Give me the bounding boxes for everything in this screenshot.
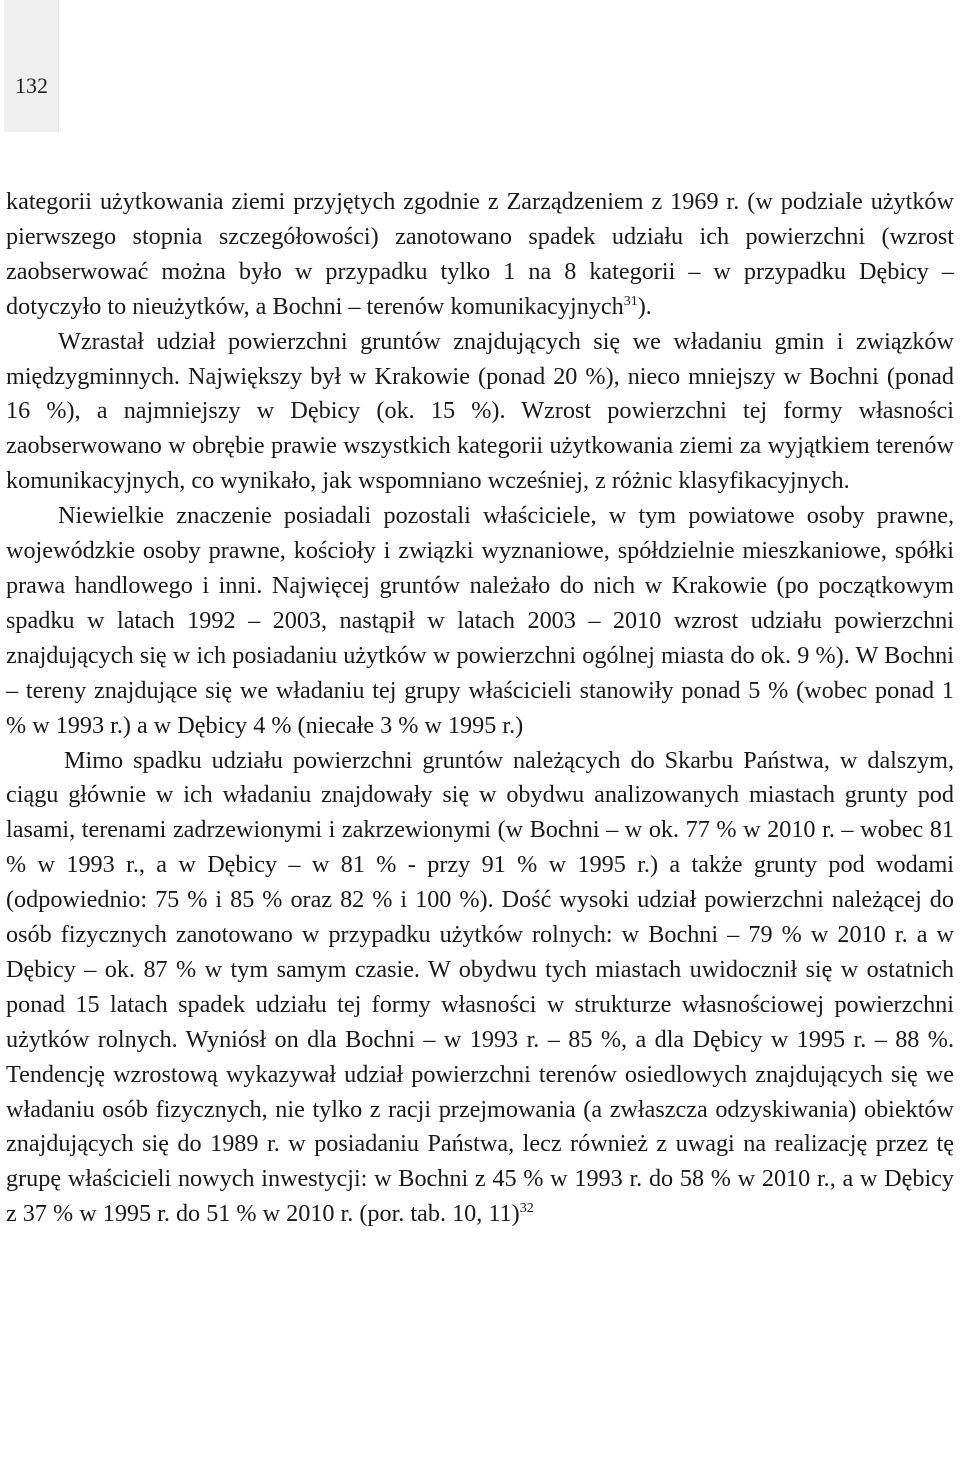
paragraph-2: Wzrastał udział powierzchni gruntów znajdujących się we władaniu gmin i związków międzygminnych. Największy był w Krakowie (ponad 20 %), nieco mniejszy w Bochni (ponad 16 %), a najmniejszy w Dębicy (ok. 15 %). Wzrost powierzchni tej formy własności zaobserwowano w obrębie prawie wszystkich kategorii użytkowania ziemi za wyjątkiem terenów komunikacyjnych, co wynikało, jak wspomniano wcześniej, z różnic klasyfikacyjnych. <box>6 327 954 495</box>
paragraph-4-text: Mimo spadku udziału powierzchni gruntów należących do Skarbu Państwa, w dalszym, ciągu głównie w ich władaniu znajdowały się w obydwu analizowanych miastach grunty pod lasami, terenami zadrzewionymi i zakrzewionymi (w Bochni – w ok. 77 % w 2010 r. – wobec 81 % w 1993 r., a w Dębicy – w 81 % - przy 91 % w 1995 r.) a także grunty pod wodami (odpowiednio: 75 % i 85 % oraz 82 % i 100 %). Dość wysoki udział powierzchni należącej do osób fizycznych zanotowano w przypadku użytków rolnych: w Bochni – 79 % w 2010 r. a w Dębicy – ok. 87 % w tym samym czasie. W obydwu tych miastach uwidocznił się w ostatnich ponad 15 latach spadek udziału tej formy własności w strukturze własnościowej powierzchni użytków rolnych. Wyniósł on dla Bochni – w 1993 r. – 85 %, a dla Dębicy w 1995 r. – 88 %. Tendencję wzrostową wykazywał udział powierzchni terenów osiedlowych znajdujących się we władaniu osób fizycznych, nie tylko z racji przejmowania (a zwłaszcza odzyskiwania) obiektów znajdujących się do 1989 r. w posiadaniu Państwa, lecz również z uwagi na realizację przez tę grupę właścicieli nowych inwestycji: w Bochni z 45 % w 1993 r. do 58 % w 2010 r., a w Dębicy z 37 % w 1995 r. do 51 % w 2010 r. (por. tab. 10, 11) <box>6 746 954 1228</box>
paragraph-3: Niewielkie znaczenie posiadali pozostali właściciele, w tym powiatowe osoby prawne, wojewódzkie osoby prawne, kościoły i związki wyznaniowe, spółdzielnie mieszkaniowe, spółki prawa handlowego i inni. Najwięcej gruntów należało do nich w Krakowie (po początkowym spadku w latach 1992 – 2003, nastąpił w latach 2003 – 2010 wzrost udziału powierzchni znajdujących się w ich posiadaniu użytków w powierzchni ogólnej miasta do ok. 9 %). W Bochni – tereny znajdujące się we władaniu tej grupy właścicieli stanowiły ponad 5 % (wobec ponad 1 % w 1993 r.) a w Dębicy 4 % (niecałe 3 % w 1995 r.) <box>6 502 954 739</box>
paragraph-1-text-end: ). <box>637 292 652 320</box>
footnote-ref-32: 32 <box>519 1201 534 1217</box>
paragraph-1-text: kategorii użytkowania ziemi przyjętych zgodnie z Zarządzeniem z 1969 r. (w podziale użytków pierwszego stopnia szczegółowości) zanotowano spadek udziału ich powierzchni (wzrost zaobserwować można było w przypadku tylko 1 na 8 kategorii – w przypadku Dębicy – dotyczyło to nieużytków, a Bochni – terenów komunikacyjnych <box>6 188 954 320</box>
page-number-tab <box>4 0 59 132</box>
body-text <box>6 185 954 1232</box>
paragraph-1 <box>6 185 954 325</box>
paragraph-4 <box>6 744 954 1233</box>
footnote-ref-31: 31 <box>623 293 638 309</box>
page-number: 132 <box>15 73 48 98</box>
